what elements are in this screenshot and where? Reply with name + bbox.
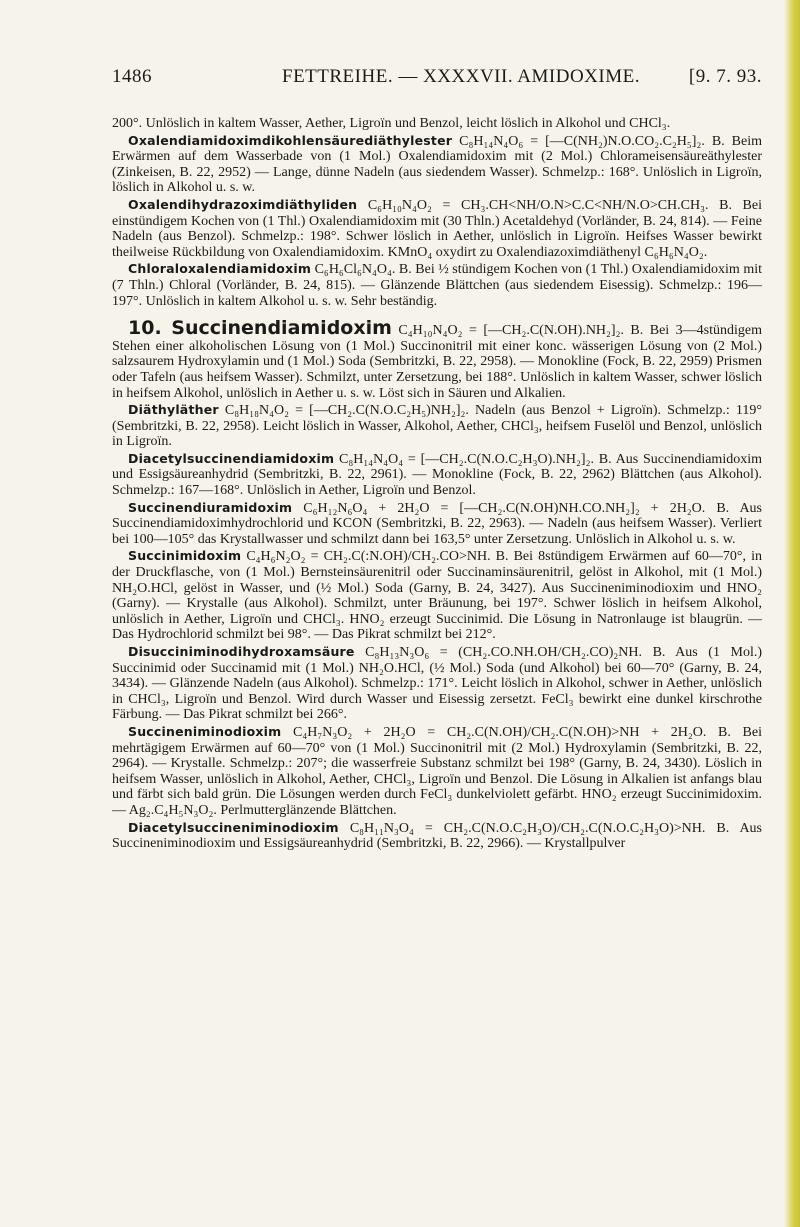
paragraph-text: C₆H₆Cl₆N₄O₄. B. Bei ½ stündigem Kochen von (1 Thl.) Oxalendiamidoxim mit (7 Thln.) Chloral (Vorländer, B. 24, 815). — Glänzende Blättchen (aus siedendem Eisessig). Schmelzp.: 196—197°. Unlöslich in kaltem Alkohol u. s. w. Sehr beständig. xyxy=(112,262,762,309)
paragraph-text: C₈H₁₄N₄O₄ = [—CH₂.C(N.O.C₂H₃O).NH₂]₂. B. Aus Succinendiamidoxim und Essigsäureanhydrid (Sembritzki, B. 22, 2961). — Monokline (Fock, B. 22, 2962) Blättchen (aus Alkohol). Schmelzp.: 167—168°. Unlöslich in Aether, Ligroïn und Benzol. xyxy=(112,451,762,499)
entry-paragraph xyxy=(112,402,762,450)
page-edge xyxy=(784,0,800,1227)
compound-name: Succineniminodioxim xyxy=(128,723,282,739)
running-title: FETTREIHE. — XXXXVII. AMIDOXIME. xyxy=(282,66,640,87)
running-date: [9. 7. 93. xyxy=(688,66,762,87)
paragraph-text: 200°. Unlöslich in kaltem Wasser, Aether, Ligroïn und Benzol, leicht löslich in Alkohol und CHCl₃. xyxy=(112,116,671,131)
entry-paragraph xyxy=(112,116,762,132)
compound-name: Succinendiuramidoxim xyxy=(128,499,293,515)
body-text xyxy=(112,116,762,853)
section-number: 10. xyxy=(128,317,172,340)
paragraph-text: C₆H₁₀N₄O₂ = CH₃.CH<NH/O.N>C.C<NH/N.O>CH.CH₃. B. Bei einstündigem Kochen von (1 Thl.) Oxalendiamidoxim mit (30 Thln.) Acetaldehyd (Vorländer, B. 24, 814). — Feine Nadeln (aus Benzol). Schmelzp.: 198°. Schwer löslich in Aether, unlöslich in Ligroïn. Heifses Wasser bewirkt theilweise Rückbildung von Oxalendiamidoxim. KMnO₄ oxydirt zu Oxalendiazoximdiäthenyl C₆H₆N₄O₂. xyxy=(112,197,762,260)
compound-name: Diacetylsuccineniminodioxim xyxy=(128,819,339,835)
paragraph-text: C₄H₇N₃O₂ + 2H₂O = CH₂.C(N.OH)/CH₂.C(N.OH)>NH + 2H₂O. B. Bei mehrtägigem Erwärmen auf 60—70° von (1 Mol.) Succinonitril mit (2 Mol.) Hydroxylamin (Sembritzki, B. 22, 2964). — Krystalle. Schmelzp.: 207°; die wasserfreie Substanz schmilzt bei 198° (Garny, B. 24, 3430). Löslich in heifsem Wasser, unlöslich in Alkohol, Aether, CHCl₃, Ligroïn und Benzol. Die Lösung in Alkalien ist anfangs blau und färbt sich bald grün. Die Lösungen werden durch FeCl₃ dunkelviolett gefärbt. HNO₂ erzeugt Succinimidoxim. — Ag₂.C₄H₅N₃O₂. Perlmutterglänzende Blättchen. xyxy=(112,724,763,818)
compound-name: Diäthyläther xyxy=(128,402,219,418)
compound-name: Oxalendiamidoximdikohlensäurediäthylester xyxy=(128,132,453,148)
entry-paragraph xyxy=(112,724,762,819)
section-heading: Succinendiamidoxim xyxy=(171,317,392,340)
entry-paragraph xyxy=(112,133,762,196)
compound-name: Succinimidoxim xyxy=(128,548,242,564)
entry-paragraph xyxy=(112,548,762,643)
paragraph-text: C₈H₁₈N₄O₂ = [—CH₂.C(N.O.C₂H₅)NH₂]₂. Nadeln (aus Benzol + Ligroïn). Schmelzp.: 119° (Sembritzki, B. 22, 2958). Leicht löslich in Wasser, Alkohol, Aether, CHCl₃, heifsem Fuselöl und Benzol, unlöslich in Ligroïn. xyxy=(112,403,762,450)
paragraph-text: C₈H₁₃N₃O₆ = (CH₂.CO.NH.OH/CH₂.CO)₂NH. B. Aus (1 Mol.) Succinimid oder Succinamid mit (1 Mol.) NH₂O.HCl, (½ Mol.) Soda (und Alkohol) bei 60—70° (Garny, B. 24, 3434). — Glänzende Nadeln (aus Alkohol). Schmelzp.: 171°. Leicht löslich in Alkohol, schwer in Aether, unlöslich in CHCl₃, Ligroïn und Benzol. Wird durch Wasser und Eisessig zersetzt. FeCl₃ bewirkt eine dunkel kirschrothe Färbung. — Das Pikrat schmilzt bei 266°. xyxy=(112,645,762,723)
running-head xyxy=(112,66,762,94)
entry-paragraph xyxy=(112,451,762,499)
compound-name: Oxalendihydrazoximdiäthyliden xyxy=(128,196,358,212)
paragraph-text: C₄H₆N₂O₂ = CH₂.C(:N.OH)/CH₂.CO>NH. B. Bei 8stündigem Erwärmen auf 60—70°, in der Druckflasche, von (1 Mol.) Bernsteinsäurenitril oder Succinaminsäurenitril, gelöst in Alkohol, mit (1 Mol.) NH₂O.HCl, gelöst in Wasser, und (½ Mol.) Soda (Garny, B. 24, 3427). Aus Succineniminodioxim und HNO₂ (Garny). — Krystalle (aus Alkohol). Schmilzt, unter Bräunung, bei 197°. Schwer löslich in heifsem Alkohol, unlöslich in Aether, Ligroïn und CHCl₃. HNO₂ erzeugt Succinimid. Die Lösung in Natronlauge ist blaugrün. — Das Hydrochlorid schmilzt bei 98°. — Das Pikrat schmilzt bei 212°. xyxy=(112,549,762,643)
entry-paragraph xyxy=(112,197,762,260)
paragraph-text: C₈H₁₁N₃O₄ = CH₂.C(N.O.C₂H₃O)/CH₂.C(N.O.C₂H₃O)>NH. B. Aus Succineniminodioxim und Essigsäureanhydrid (Sembritzki, B. 22, 2966). — Krystallpulver xyxy=(112,820,763,852)
entry-paragraph xyxy=(112,500,762,548)
entry-paragraph xyxy=(112,644,762,723)
paragraph-text: C₄H₁₀N₄O₂ = [—CH₂.C(N.OH).NH₂]₂. B. Bei 3—4stündigem Stehen einer alkoholischen Lösung von (1 Mol.) Succinonitril mit einer konc. wässerigen Lösung von (2 Mol.) salzsaurem Hydroxylamin und (1 Mol.) Soda (Sembritzki, B. 22, 2958). — Monokline (Fock, B. 22, 2959) Prismen oder Tafeln (aus heifsem Wasser). Schmilzt, unter Zersetzung, bei 188°. Unlöslich in kaltem Wasser, schwer löslich in heifsem Alkohol, unlöslich in Aether u. s. w. Löst sich in Säuren und Alkalien. xyxy=(112,323,763,401)
paragraph-text: C₈H₁₄N₄O₆ = [—C(NH₂)N.O.CO₂.C₂H₅]₂. B. Beim Erwärmen auf dem Wasserbade von (1 Mol.) Oxalendiamidoxim mit (2 Mol.) Chlorameisensäureäthylester (Zinkeisen, B. 22, 2952) — Lange, dünne Nadeln (aus siedendem Wasser). Schmelzp.: 168°. Unlöslich in Ligroïn, löslich in Alkohol u. s. w. xyxy=(112,133,762,196)
paragraph-text: C₆H₁₂N₆O₄ + 2H₂O = [—CH₂.C(N.OH)NH.CO.NH₂]₂ + 2H₂O. B. Aus Succinendiamidoximhydrochlorid und KCON (Sembritzki, B. 22, 2963). — Nadeln (aus heifsem Wasser). Verliert bei 100—105° das Krystallwasser und schmilzt dann bei 163,5° unter Zersetzung. Unlöslich in Alkohol u. s. w. xyxy=(112,500,762,547)
entry-paragraph xyxy=(112,820,762,852)
compound-name: Disucciniminodihydroxamsäure xyxy=(128,644,355,659)
compound-name: Diacetylsuccinendiamidoxim xyxy=(128,450,335,466)
page-number: 1486 xyxy=(112,66,152,87)
entry-paragraph xyxy=(112,261,762,309)
section-paragraph xyxy=(112,317,763,401)
compound-name: Chloraloxalendiamidoxim xyxy=(128,261,312,277)
